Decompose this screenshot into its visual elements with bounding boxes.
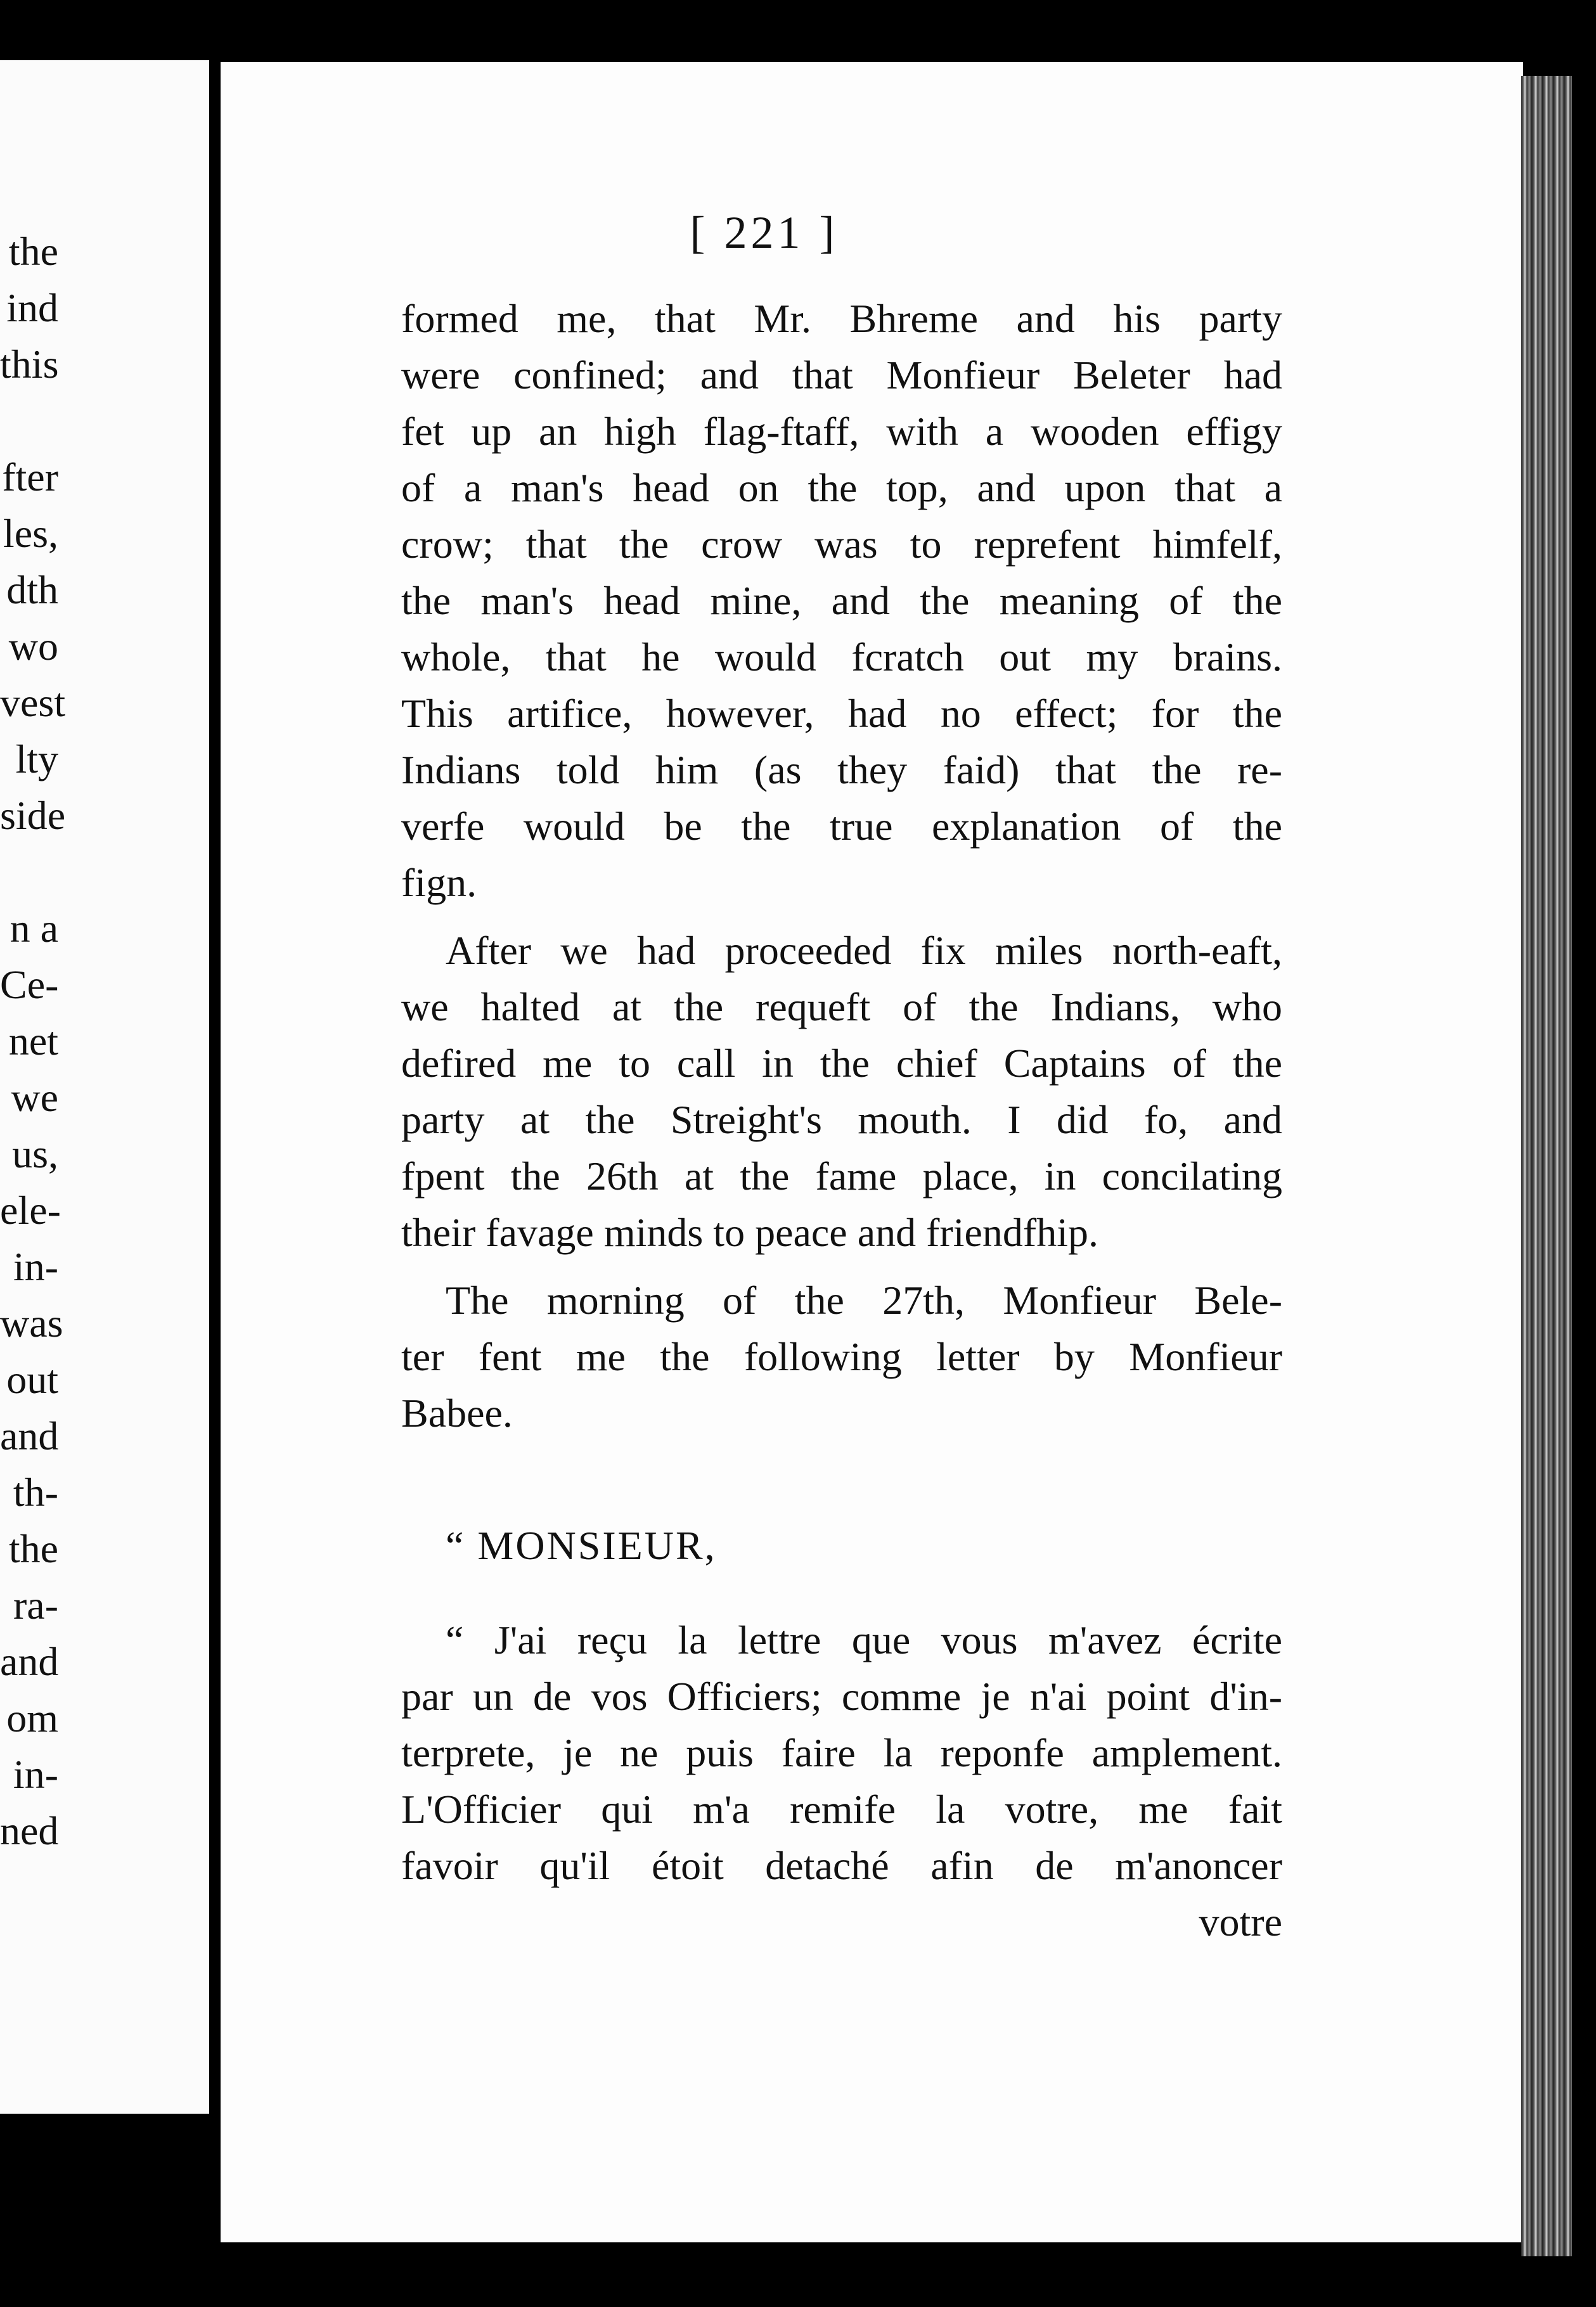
catchword: votre (1199, 1899, 1282, 1944)
paragraph (401, 290, 1282, 911)
text-line: were confined; and that Monfieur Beleter had (401, 352, 1282, 397)
text-line: crow; that the crow was to reprefent himfelf, (401, 522, 1282, 567)
text-line: whole, that he would fcratch out my brains. (401, 634, 1282, 679)
text-line: ter fent me the following letter by Monfieur (401, 1334, 1282, 1379)
text-line: terprete, je ne puis faire la reponfe amplement. (401, 1730, 1282, 1775)
text-line: formed me, that Mr. Bhreme and his party (401, 296, 1282, 341)
left-page-line: side (0, 793, 66, 838)
left-page-line: and (0, 1413, 59, 1458)
text-line: of a man's head on the top, and upon that a (401, 465, 1282, 510)
left-page-line: net (8, 1019, 58, 1064)
left-page-line: in- (13, 1244, 58, 1289)
text-line: Indians told him (as they faid) that the re- (401, 747, 1282, 792)
page-number: [ 221 ] (690, 207, 839, 258)
left-page-line: vest (0, 680, 66, 725)
left-page-line: we (11, 1075, 58, 1120)
left-page-line: and (0, 1639, 59, 1684)
text-line: fpent the 26th at the fame place, in concilating (401, 1154, 1282, 1198)
text-line: Babee. (401, 1391, 513, 1436)
letter-salutation: “ MONSIEUR, (446, 1523, 717, 1568)
text-line: par un de vos Officiers; comme je n'ai point d'in- (401, 1674, 1282, 1719)
text-line: This artifice, however, had no effect; for the (401, 691, 1282, 736)
text-line: fign. (401, 860, 477, 905)
paragraph (401, 922, 1282, 1261)
left-page-fragment (0, 60, 209, 2114)
paragraph (401, 1272, 1282, 1441)
left-page-line: fter (2, 454, 58, 499)
text-line: verfe would be the true explanation of the (401, 804, 1282, 849)
left-page-line: us, (12, 1131, 58, 1176)
left-page-line: ra- (13, 1583, 58, 1628)
text-line: party at the Streight's mouth. I did fo, and (401, 1097, 1282, 1142)
text-line: “ J'ai reçu la lettre que vous m'avez écrite (446, 1617, 1282, 1662)
left-page-line: wo (8, 624, 58, 669)
left-page-line: th- (13, 1470, 58, 1515)
text-line: their favage minds to peace and friendfhip. (401, 1210, 1098, 1255)
left-page-line: dth (6, 567, 58, 612)
text-line: we halted at the requeft of the Indians, who (401, 984, 1282, 1029)
left-page-line: lty (15, 736, 58, 781)
left-page-line: om (6, 1695, 58, 1740)
left-page-line: les, (3, 511, 58, 556)
left-page-line: Ce- (0, 962, 59, 1007)
left-page-line: ind (6, 285, 58, 330)
left-page-line: ned (0, 1808, 59, 1853)
text-line: defired me to call in the chief Captains of the (401, 1041, 1282, 1086)
left-page-line: out (6, 1357, 58, 1402)
left-page-line: was (0, 1301, 63, 1346)
text-line: After we had proceeded fix miles north-eaft, (446, 928, 1282, 973)
left-page-line: in- (13, 1752, 58, 1797)
text-line: favoir qu'il étoit detaché afin de m'anoncer (401, 1843, 1282, 1888)
left-page-line: ele- (0, 1188, 61, 1233)
letter-paragraph (401, 1612, 1282, 1781)
text-line: L'Officier qui m'a remife la votre, me fait (401, 1787, 1282, 1832)
text-line: fet up an high flag-ftaff, with a wooden effigy (401, 409, 1282, 454)
left-page-line: the (8, 229, 58, 274)
left-page-line: this (0, 342, 59, 387)
text-line: The morning of the 27th, Monfieur Bele- (446, 1278, 1282, 1323)
left-page-line: the (8, 1526, 58, 1571)
page-text (401, 290, 1282, 1950)
text-line: the man's head mine, and the meaning of the (401, 578, 1282, 623)
page-edge (1521, 76, 1572, 2256)
letter-paragraph (401, 1781, 1282, 1894)
main-page (221, 62, 1523, 2242)
left-page-line: n a (10, 906, 58, 951)
